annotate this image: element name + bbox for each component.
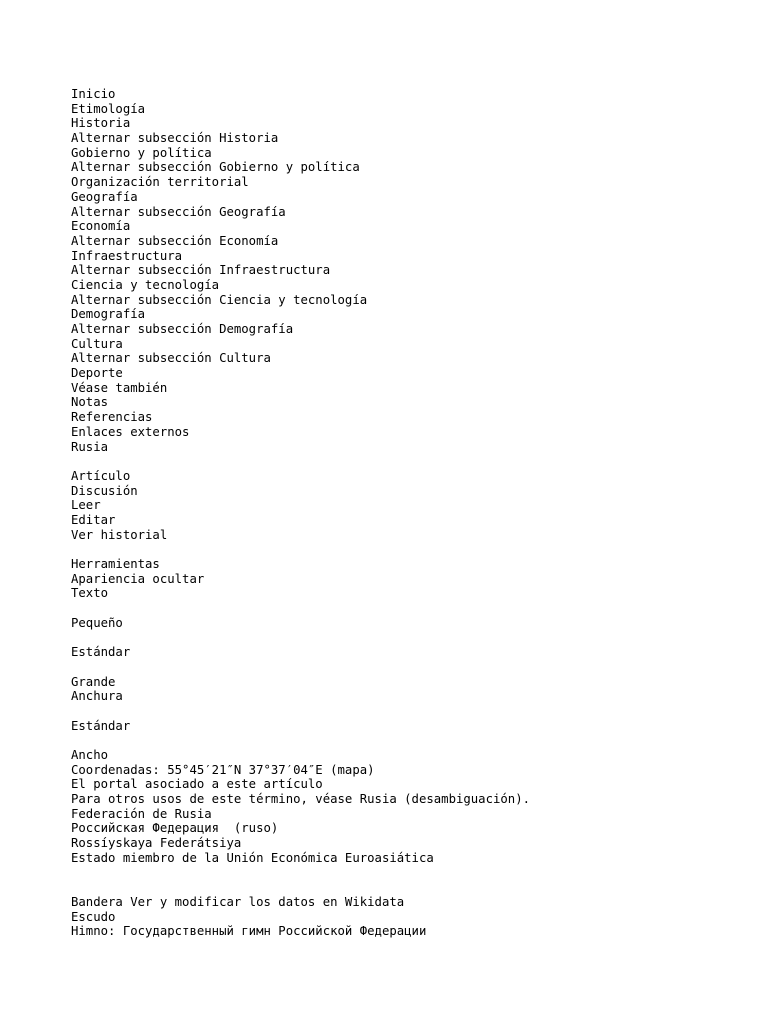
width-standard-option[interactable]: Estándar [71, 718, 131, 733]
country-name-es: Federación de Rusia [71, 806, 212, 821]
tools-panel [71, 557, 751, 763]
tab-discusion[interactable]: Discusión [71, 483, 138, 498]
toc-toggle-ciencia[interactable]: Alternar subsección Ciencia y tecnología [71, 292, 368, 307]
toc-item-ciencia[interactable]: Ciencia y tecnología [71, 277, 220, 292]
tab-ver-historial[interactable]: Ver historial [71, 527, 168, 542]
tab-editar[interactable]: Editar [71, 512, 116, 527]
toc-item-gobierno[interactable]: Gobierno y política [71, 145, 212, 160]
page-title: Rusia [71, 439, 109, 454]
toc-item-geografia[interactable]: Geografía [71, 189, 138, 204]
toc-item-etimologia[interactable]: Etimología [71, 101, 146, 116]
article-header [71, 763, 751, 939]
membership-link[interactable]: Estado miembro de la Unión Económica Euroasiática [71, 850, 434, 865]
toc-item-historia[interactable]: Historia [71, 116, 131, 131]
toc-item-vease-tambien[interactable]: Véase también [71, 380, 168, 395]
tab-articulo[interactable]: Artículo [71, 468, 131, 483]
coat-of-arms-caption[interactable]: Escudo [71, 909, 116, 924]
country-name-translit: Rossíyskaya Federátsiya [71, 836, 242, 851]
toc-toggle-geografia[interactable]: Alternar subsección Geografía [71, 204, 286, 219]
page-tabs [71, 469, 751, 542]
toc-item-organizacion[interactable]: Organización territorial [71, 175, 249, 190]
table-of-contents [71, 87, 751, 454]
width-wide-option[interactable]: Ancho [71, 747, 109, 762]
text-size-small-option[interactable]: Pequeño [71, 615, 123, 630]
toc-item-enlaces-externos[interactable]: Enlaces externos [71, 424, 190, 439]
tab-leer[interactable]: Leer [71, 498, 101, 513]
toc-item-deporte[interactable]: Deporte [71, 366, 123, 381]
text-size-label: Texto [71, 586, 109, 601]
toc-toggle-cultura[interactable]: Alternar subsección Cultura [71, 351, 271, 366]
toc-item-cultura[interactable]: Cultura [71, 336, 123, 351]
toc-item-demografia[interactable]: Demografía [71, 307, 146, 322]
flag-caption[interactable]: Bandera Ver y modificar los datos en Wikidata [71, 894, 405, 909]
toc-toggle-gobierno[interactable]: Alternar subsección Gobierno y política [71, 160, 360, 175]
toc-item-infraestructura[interactable]: Infraestructura [71, 248, 183, 263]
text-size-standard-option[interactable]: Estándar [71, 645, 131, 660]
appearance-hide-button[interactable]: Apariencia ocultar [71, 571, 205, 586]
toc-item-referencias[interactable]: Referencias [71, 410, 153, 425]
toc-toggle-infraestructura[interactable]: Alternar subsección Infraestructura [71, 263, 331, 278]
toc-item-economia[interactable]: Economía [71, 219, 131, 234]
toc-toggle-demografia[interactable]: Alternar subsección Demografía [71, 322, 294, 336]
country-name-ru: Российская Федерация (ruso) [71, 821, 279, 836]
toc-item-notas[interactable]: Notas [71, 395, 109, 410]
disambiguation-note[interactable]: Para otros usos de este término, véase Rusia (desambiguación). [71, 792, 531, 806]
tools-menu-button[interactable]: Herramientas [71, 557, 160, 571]
width-label: Anchura [71, 689, 123, 704]
toc-toggle-historia[interactable]: Alternar subsección Historia [71, 131, 279, 146]
portal-link[interactable]: El portal asociado a este artículo [71, 777, 323, 792]
anthem-caption[interactable]: Himno: Государственный гимн Российской Федерации [71, 924, 427, 939]
text-size-large-option[interactable]: Grande [71, 674, 116, 689]
toc-toggle-economia[interactable]: Alternar subsección Economía [71, 233, 279, 248]
coordinates-link[interactable]: Coordenadas: 55°45′21″N 37°37′04″E (mapa) [71, 762, 375, 777]
page-content [71, 87, 751, 939]
toc-item-inicio[interactable]: Inicio [71, 87, 116, 101]
